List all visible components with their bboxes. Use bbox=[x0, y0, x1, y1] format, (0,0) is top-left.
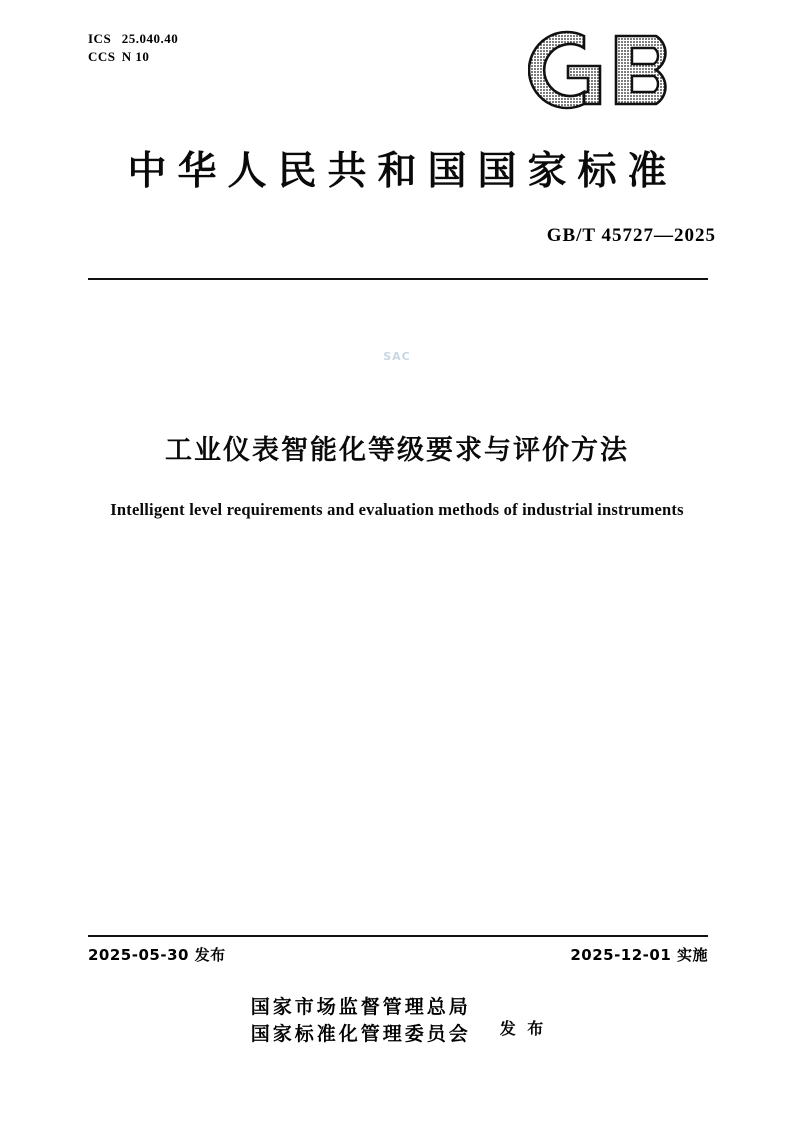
sac-watermark: SAC bbox=[383, 350, 411, 363]
issue-date: 2025-05-30 发布 bbox=[88, 946, 226, 964]
bottom-divider bbox=[88, 935, 708, 937]
ccs-value: N 10 bbox=[121, 49, 150, 64]
implementation-date: 2025-12-01 实施 bbox=[570, 946, 708, 964]
ccs-label: CCS bbox=[88, 49, 116, 64]
gb-emblem-icon bbox=[528, 26, 708, 114]
document-title-chinese: 工业仪表智能化等级要求与评价方法 bbox=[165, 435, 629, 466]
ics-label: ICS bbox=[88, 31, 112, 46]
issuer-block bbox=[0, 994, 794, 1048]
ics-value: 25.040.40 bbox=[121, 31, 179, 46]
national-standard-banner: 中华人民共和国国家标准 bbox=[127, 149, 678, 194]
standard-number: GB/T 45727—2025 bbox=[546, 225, 716, 246]
top-divider bbox=[88, 278, 708, 280]
issuer-line-2: 国家标准化管理委员会 bbox=[250, 1023, 471, 1045]
issue-verb: 发 布 bbox=[499, 1018, 547, 1038]
issuer-line-1: 国家市场监督管理总局 bbox=[250, 996, 471, 1018]
ics-code-row bbox=[88, 30, 178, 48]
document-title-english: Intelligent level requirements and evaluation methods of industrial instruments bbox=[110, 500, 684, 519]
ccs-code-row bbox=[88, 48, 178, 66]
issuer-names bbox=[248, 994, 471, 1048]
classification-codes bbox=[88, 30, 178, 66]
